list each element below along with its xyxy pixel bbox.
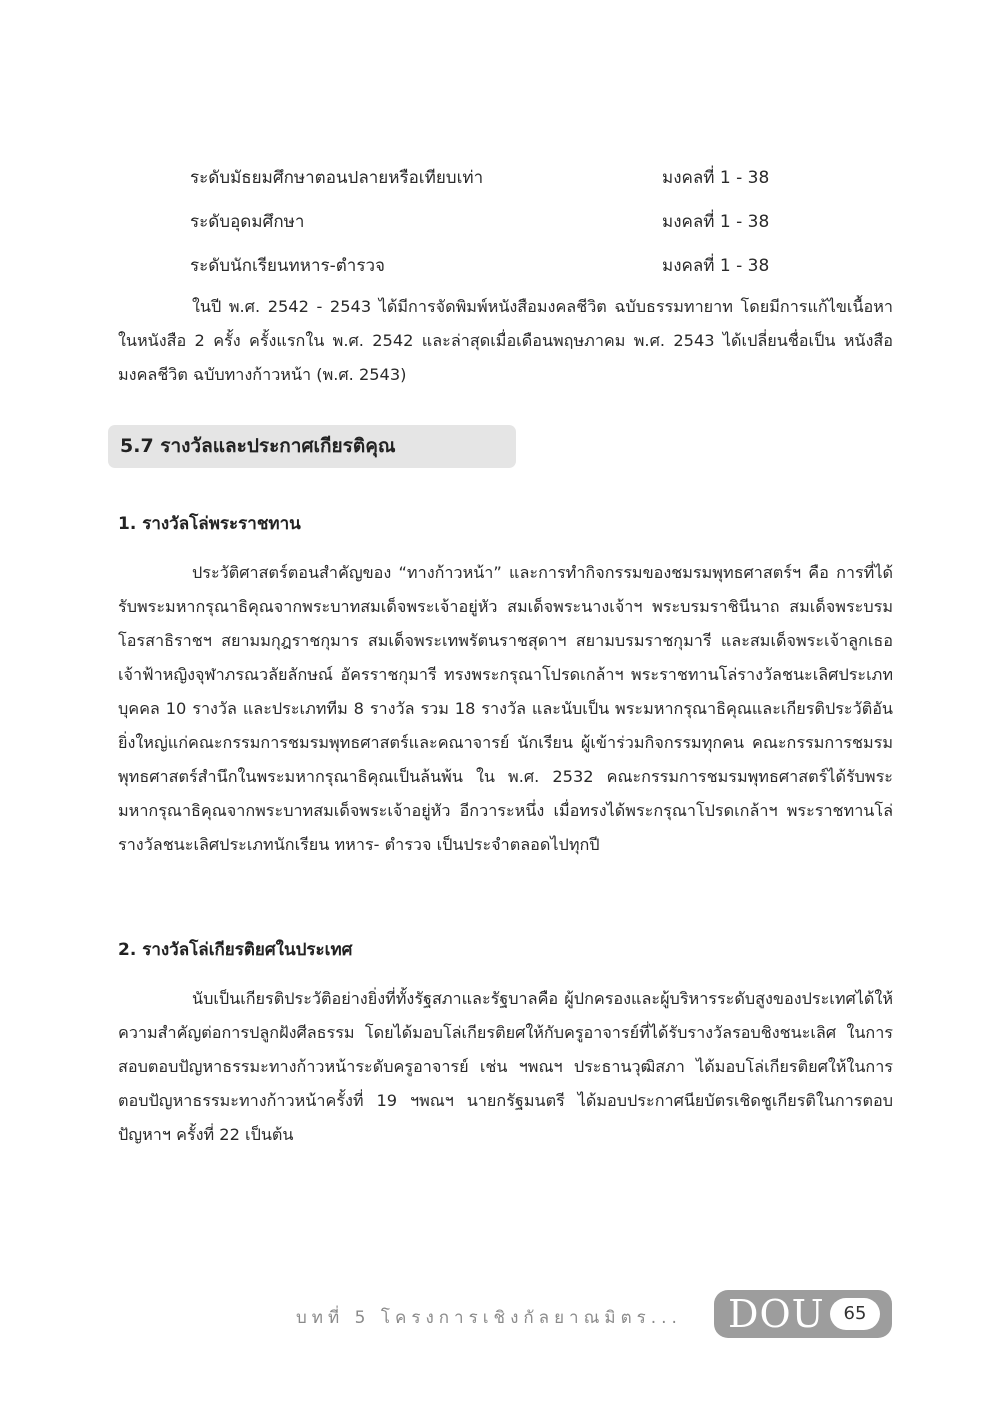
level-range: มงคลที่ 1 - 38 [662,256,770,276]
level-range: มงคลที่ 1 - 38 [662,212,770,232]
level-range: มงคลที่ 1 - 38 [662,168,770,188]
level-name: ระดับอุดมศึกษา [190,212,305,232]
subsection-heading-2: 2. รางวัลโล่เกียรติยศในประเทศ [118,940,353,960]
subsection-body-1: ประวัติศาสตร์ตอนสำคัญของ “ทางก้าวหน้า” และการทำกิจกรรมของชมรมพุทธศาสตร์ฯ คือ การที่ได้รับพระมหากรุณาธิคุณจากพระบาทสมเด็จพระเจ้าอยู่หัว สมเด็จพระนางเจ้าฯ พระบรมราชินีนาถ สมเด็จพระบรมโอรสาธิราชฯ สยามมกุฎราชกุมาร สมเด็จพระเทพรัตนราชสุดาฯ สยามบรมราชกุมารี และสมเด็จพระเจ้าลูกเธอ เจ้าฟ้าหญิงจุฬาภรณวลัยลักษณ์ อัครราชกุมารี ทรงพระกรุณาโปรดเกล้าฯ พระราชทานโล่รางวัลชนะเลิศประเภทบุคคล 10 รางวัล และประเภททีม 8 รางวัล รวม 18 รางวัล และนับเป็น พระมหากรุณาธิคุณและเกียรติประวัติอันยิ่งใหญ่แก่คณะกรรมการชมรมพุทธศาสตร์และคณาจารย์ นักเรียน ผู้เข้าร่วมกิจกรรมทุกคน คณะกรรมการชมรมพุทธศาสตร์สำนึกในพระมหากรุณาธิคุณเป็นล้นพ้น ใน พ.ศ. 2532 คณะกรรมการชมรมพุทธศาสตร์ได้รับพระมหากรุณาธิคุณจากพระบาทสมเด็จพระเจ้าอยู่หัว อีกวาระหนึ่ง เมื่อทรงได้พระกรุณาโปรดเกล้าฯ พระราชทานโล่รางวัลชนะเลิศประเภทนักเรียน ทหาร- ตำรวจ เป็นประจำตลอดไปทุกปี [118,563,893,854]
level-row [190,160,810,204]
level-name: ระดับนักเรียนทหาร-ตำรวจ [190,256,385,276]
footer-chapter-text: บทที่ 5 โครงการเชิงกัลยาณมิตร... [296,1308,682,1328]
level-name: ระดับมัธยมศึกษาตอนปลายหรือเทียบเท่า [190,168,484,188]
section-title: 5.7 รางวัลและประกาศเกียรติคุณ [120,435,396,457]
dou-logo: DOU [728,1292,825,1336]
level-row [190,248,810,292]
footer-badge [714,1290,892,1338]
page-number: 65 [830,1298,880,1330]
level-row [190,204,810,248]
subsection-heading-1: 1. รางวัลโล่พระราชทาน [118,514,301,534]
subsection-body-2: นับเป็นเกียรติประวัติอย่างยิ่งที่ทั้งรัฐสภาและรัฐบาลคือ ผู้ปกครองและผู้บริหารระดับสูงของประเทศได้ให้ความสำคัญต่อการปลูกฝังศีลธรรม โดยได้มอบโล่เกียรติยศให้กับครูอาจารย์ที่ได้รับรางวัลรอบชิงชนะเลิศ ในการสอบตอบปัญหาธรรมะทางก้าวหน้าระดับครูอาจารย์ เช่น ฯพณฯ ประธานวุฒิสภา ได้มอบโล่เกียรติยศให้ในการตอบปัญหาธรรมะทางก้าวหน้าครั้งที่ 19 ฯพณฯ นายกรัฐมนตรี ได้มอบประกาศนียบัตรเชิดชูเกียรติในการตอบปัญหาฯ ครั้งที่ 22 เป็นต้น [118,989,893,1144]
intro-paragraph: ในปี พ.ศ. 2542 - 2543 ได้มีการจัดพิมพ์หนังสือมงคลชีวิต ฉบับธรรมทายาท โดยมีการแก้ไขเนื้อหาในหนังสือ 2 ครั้ง ครั้งแรกใน พ.ศ. 2542 และล่าสุดเมื่อเดือนพฤษภาคม พ.ศ. 2543 ได้เปลี่ยนชื่อเป็น หนังสือมงคลชีวิต ฉบับทางก้าวหน้า (พ.ศ. 2543) [118,297,893,384]
level-list [190,160,810,292]
section-header [108,425,516,468]
